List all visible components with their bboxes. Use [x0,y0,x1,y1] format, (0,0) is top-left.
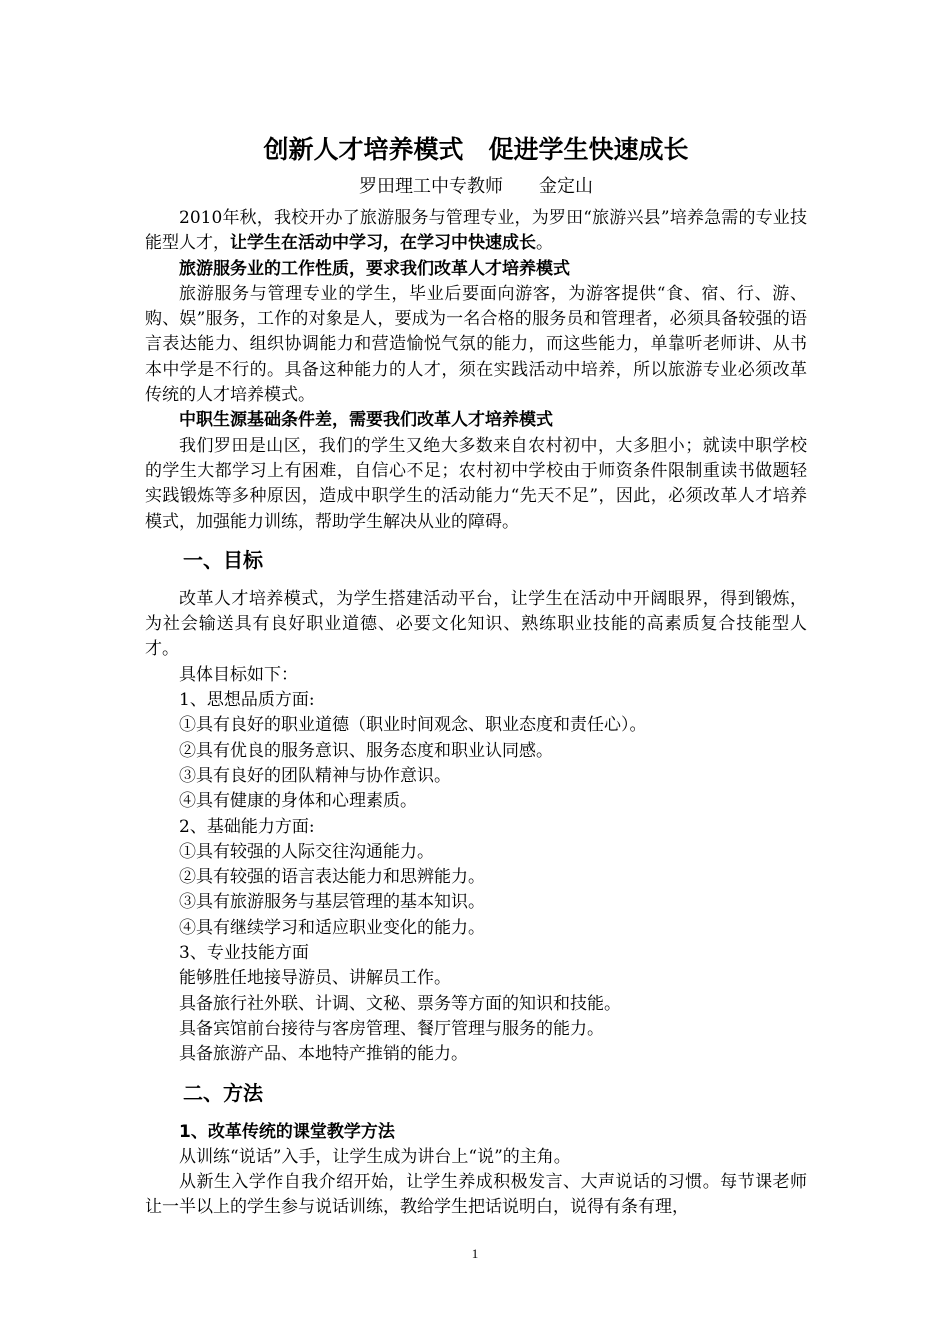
page-number: 1 [471,1246,479,1261]
intro-bold-text: 让学生在活动中学习，在学习中快速成长 [230,233,536,254]
methods-paragraph: 从训练“说话”入手，让学生成为讲台上“说”的主角。 [179,1146,571,1167]
section-a-heading: 旅游服务业的工作性质，要求我们改革人才培养模式 [179,258,570,279]
goal-item: 具备旅游产品、本地特产推销的能力。 [179,1044,468,1065]
goals-lead: 具体目标如下： [179,664,298,685]
methods-heading: 二、方法 [183,1080,263,1105]
intro-end: 。 [536,233,553,254]
section-b-heading: 中职生源基础条件差，需要我们改革人才培养模式 [179,410,553,431]
goal-item: ④具有健康的身体和心理素质。 [179,791,417,812]
goal-item: ④具有继续学习和适应职业变化的能力。 [179,917,485,938]
goal-item: 具备宾馆前台接待与客房管理、餐厅管理与服务的能力。 [179,1018,604,1039]
methods-subheading: 1、改革传统的课堂教学方法 [179,1121,395,1142]
section-b-body: 我们罗田是山区，我们的学生又绝大多数来自农村初中，大多胆小；就读中职学校的学生大都学习上有困难，自信心不足；农村初中学校由于师资条件限制重读书做题轻实践锻炼等多种原因，造成中职学生的活动能力“先天不足”，因此，必须改革人才培养模式，加强能力训练，帮助学生解决从业的障碍。 [145,435,807,532]
document-title: 创新人才培养模式 促进学生快速成长 [263,135,689,164]
goal-item: 具备旅行社外联、计调、文秘、票务等方面的知识和技能。 [179,993,621,1014]
goal-item: ①具有较强的人际交往沟通能力。 [179,841,434,862]
goal-item: ③具有旅游服务与基层管理的基本知识。 [179,892,485,913]
document-body [145,132,807,1221]
methods-paragraph: 从新生入学作自我介绍开始，让学生养成积极发言、大声说话的习惯。每节课老师让一半以上的学生参与说话训练，教给学生把话说明白，说得有条有理， [145,1172,807,1218]
goal-item: 能够胜任地接导游员、讲解员工作。 [179,968,451,989]
goal-item: ①具有良好的职业道德（职业时间观念、职业态度和责任心）。 [179,715,647,736]
goals-heading: 一、目标 [183,547,263,572]
section-a-body: 旅游服务与管理专业的学生，毕业后要面向游客，为游客提供“食、宿、行、游、购、娱”服务，工作的对象是人，要成为一名合格的服务员和管理者，必须具备较强的语言表达能力、组织协调能力和营造愉悦气氛的能力，而这些能力，单靠听老师讲、从书本中学是不行的。具备这种能力的人才，须在实践活动中培养，所以旅游专业必须改革传统的人才培养模式。 [145,283,807,406]
intro-text: 2010年秋，我校开办了旅游服务与管理专业，为罗田“旅游兴县”培养急需的专业技能型人才， [145,208,807,254]
document-author: 罗田理工中专教师 金定山 [359,176,593,197]
goal-group-title: 2、基础能力方面: [179,816,315,837]
goal-item: ③具有良好的团队精神与协作意识。 [179,765,451,786]
goal-group-title: 1、思想品质方面: [179,690,315,711]
goal-item: ②具有较强的语言表达能力和思辨能力。 [179,867,485,888]
goal-group-title: 3、专业技能方面 [179,943,309,964]
intro-paragraph [145,206,807,257]
goals-body: 改革人才培养模式，为学生搭建活动平台，让学生在活动中开阔眼界，得到锻炼，为社会输送具有良好职业道德、必要文化知识、熟练职业技能的高素质复合技能型人才。 [145,588,807,660]
goal-item: ②具有优良的服务意识、服务态度和职业认同感。 [179,740,553,761]
